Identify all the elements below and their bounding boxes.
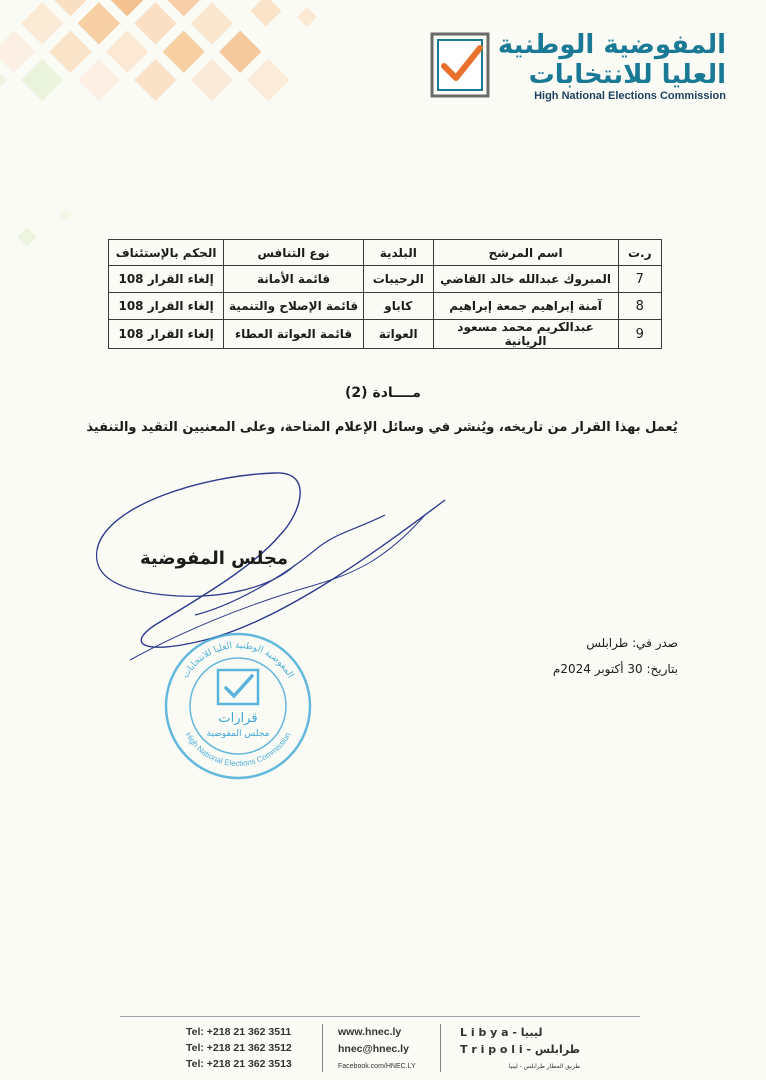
logo-arabic-line2: العليا للانتخابات (528, 60, 726, 90)
cell-competition: قائمة الأمانة (224, 266, 364, 293)
logo-arabic-line1: المفوضية الوطنية (497, 30, 726, 60)
cell-ruling: إلغاء القرار 108 (109, 266, 224, 293)
header-ruling: الحكم بالإستئناف (109, 240, 224, 266)
location-city: T r i p o l i - طرابلس (460, 1043, 581, 1056)
issue-date: بتاريخ: 30 أكتوبر 2024م (552, 662, 678, 676)
cell-name: عبدالكريم محمد مسعود الريانية (433, 320, 618, 349)
footer-location (460, 1024, 580, 1075)
phone-line: Tel: +218 21 362 3513 (186, 1058, 292, 1070)
article-text: يُعمل بهذا القرار من تاريخه، ويُنشر في وسائل الإعلام المتاحة، وعلى المعنيين التقيد والتنفيذ (86, 420, 678, 435)
cell-competition: قائمة العواتة العطاء (224, 320, 364, 349)
cell-municipality: كاباو (363, 293, 433, 320)
stamp-ring-english: High National Elections Commission (183, 730, 293, 769)
logo-english: High National Elections Commission (534, 90, 726, 102)
cell-num: 7 (618, 266, 662, 293)
stamp-title: قرارات (218, 711, 258, 726)
table-row (109, 266, 662, 293)
header-municipality: البلدية (363, 240, 433, 266)
footer-divider (120, 1016, 640, 1017)
location-country: L i b y a - ليبيا (460, 1026, 543, 1039)
facebook-link[interactable]: Facebook.com/HNEC.LY (338, 1063, 416, 1070)
signatory-title: مجلس المفوضية (140, 548, 289, 569)
table-header-row (109, 240, 662, 266)
cell-ruling: إلغاء القرار 108 (109, 320, 224, 349)
table-row (109, 320, 662, 349)
phone-line: Tel: +218 21 362 3511 (186, 1026, 292, 1038)
hnec-logo (430, 30, 726, 106)
cell-competition: قائمة الإصلاح والتنمية (224, 293, 364, 320)
ballot-check-icon (430, 32, 490, 98)
cell-name: آمنة إبراهيم جمعة إبراهيم (433, 293, 618, 320)
footer-phones (186, 1024, 292, 1072)
stamp-ring-arabic: المفوضية الوطنية العليا للانتخابات (180, 640, 296, 680)
article-title: مــــادة (2) (345, 385, 421, 401)
stamp-subtitle: مجلس المفوضية (206, 729, 270, 739)
location-address: طريق المطار طرابلس - ليبيا (508, 1063, 581, 1070)
issue-place: صدر في: طرابلس (586, 636, 678, 650)
header-num: ر.ت (618, 240, 662, 266)
email-link[interactable]: hnec@hnec.ly (338, 1043, 409, 1055)
stamp-check-icon (218, 670, 258, 704)
footer-web (338, 1024, 416, 1075)
website-link[interactable]: www.hnec.ly (338, 1026, 402, 1038)
candidates-table (108, 239, 662, 349)
table-row (109, 293, 662, 320)
cell-ruling: إلغاء القرار 108 (109, 293, 224, 320)
footer-separator (440, 1024, 441, 1072)
header-competition: نوع التنافس (224, 240, 364, 266)
corner-decoration (0, 0, 340, 270)
cell-num: 8 (618, 293, 662, 320)
header-name: اسم المرشح (433, 240, 618, 266)
footer-separator (322, 1024, 323, 1072)
phone-line: Tel: +218 21 362 3512 (186, 1042, 292, 1054)
cell-municipality: العواتة (363, 320, 433, 349)
cell-num: 9 (618, 320, 662, 349)
official-stamp (160, 630, 316, 782)
cell-name: المبروك عبدالله خالد القاضي (433, 266, 618, 293)
cell-municipality: الرحيبات (363, 266, 433, 293)
